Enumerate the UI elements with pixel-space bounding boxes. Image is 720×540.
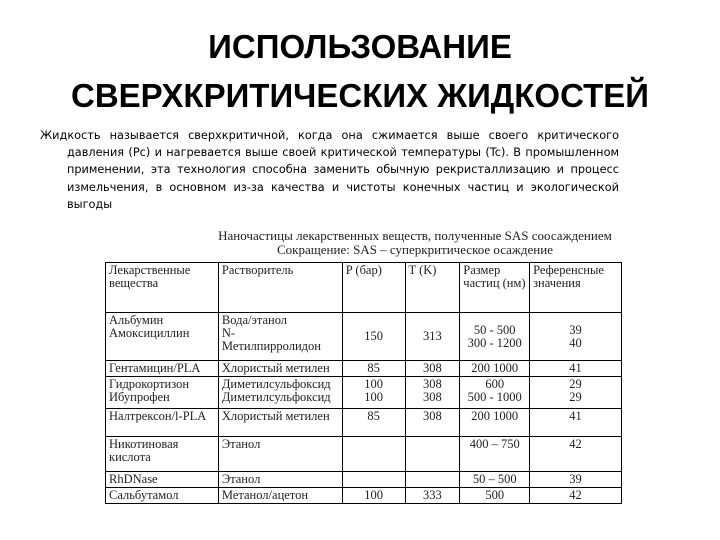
caption-line-2: Сокращение: SAS – суперкритическое осаждение bbox=[277, 242, 553, 257]
table-cell: 150 bbox=[342, 313, 405, 361]
intro-paragraph: Жидкость называется сверхкритичной, когда она сжимается выше своего критического давления (Pc) и нагревается выше своей критической температуры (Tc). В промышленном применении, эта технология способна заменить обычную рекристаллизацию и процесс измельчения, в основном из-за качества и чистоты конечных частиц и экологической выгоды bbox=[40, 129, 619, 211]
table-row bbox=[106, 313, 622, 361]
table-cell: 41 bbox=[530, 361, 622, 377]
table-cell: 85 bbox=[342, 409, 405, 437]
table-cell: RhDNase bbox=[106, 472, 219, 488]
table-cell: 200 1000 bbox=[460, 409, 530, 437]
table-cell: 308 bbox=[405, 361, 460, 377]
table-cell: Альбумин Амоксициллин bbox=[106, 313, 219, 361]
table-cell: 100 bbox=[342, 488, 405, 504]
table-cell: 39 40 bbox=[530, 313, 622, 361]
table-cell: 50 – 500 bbox=[460, 472, 530, 488]
table-cell: 500 bbox=[460, 488, 530, 504]
table-cell: 313 bbox=[405, 313, 460, 361]
table-cell: 333 bbox=[405, 488, 460, 504]
table-row bbox=[106, 409, 622, 437]
table-row bbox=[106, 361, 622, 377]
table-cell: 42 bbox=[530, 488, 622, 504]
table-cell: Лекарственные вещества bbox=[106, 263, 219, 313]
table-cell: Размер частиц (нм) bbox=[460, 263, 530, 313]
title-line-1: ИСПОЛЬЗОВАНИЕ bbox=[208, 28, 512, 65]
table-row bbox=[106, 377, 622, 409]
table-cell: Сальбутамол bbox=[106, 488, 219, 504]
table-cell bbox=[342, 437, 405, 472]
table-cell: Хлористый метилен bbox=[218, 361, 342, 377]
table-cell: 29 29 bbox=[530, 377, 622, 409]
table-cell: 400 – 750 bbox=[460, 437, 530, 472]
table-cell bbox=[342, 472, 405, 488]
table-cell: 39 bbox=[530, 472, 622, 488]
slide-title bbox=[0, 22, 720, 120]
table-caption bbox=[200, 229, 630, 257]
table-cell: T (K) bbox=[405, 263, 460, 313]
nanoparticles-table bbox=[105, 262, 622, 504]
table-cell: Хлористый метилен bbox=[218, 409, 342, 437]
table-cell: Метанол/ацетон bbox=[218, 488, 342, 504]
table-cell bbox=[405, 437, 460, 472]
table-cell: Никотиновая кислота bbox=[106, 437, 219, 472]
table-cell: 42 bbox=[530, 437, 622, 472]
table-cell bbox=[405, 472, 460, 488]
table-cell: Налтрексон/l-PLA bbox=[106, 409, 219, 437]
table-cell: 308 bbox=[405, 409, 460, 437]
table-cell: 200 1000 bbox=[460, 361, 530, 377]
table-cell: Вода/этанол N- Метилпирролидон bbox=[218, 313, 342, 361]
table-cell: 50 - 500 300 - 1200 bbox=[460, 313, 530, 361]
table-cell: P (бар) bbox=[342, 263, 405, 313]
table-cell: 100 100 bbox=[342, 377, 405, 409]
title-line-2: СВЕРХКРИТИЧЕСКИХ ЖИДКОСТЕЙ bbox=[70, 77, 649, 114]
table-cell: 41 bbox=[530, 409, 622, 437]
table-cell: Гентамицин/PLA bbox=[106, 361, 219, 377]
table-cell: Растворитель bbox=[218, 263, 342, 313]
table-row bbox=[106, 437, 622, 472]
caption-line-1: Наночастицы лекарственных веществ, полученные SAS соосаждением bbox=[218, 228, 612, 243]
table-cell: 308 308 bbox=[405, 377, 460, 409]
table-cell: 600 500 - 1000 bbox=[460, 377, 530, 409]
table-header-row bbox=[106, 263, 622, 313]
table-cell: Референсные значения bbox=[530, 263, 622, 313]
table-cell: 85 bbox=[342, 361, 405, 377]
table-row bbox=[106, 488, 622, 504]
table-row bbox=[106, 472, 622, 488]
table-cell: Гидрокортизон Ибупрофен bbox=[106, 377, 219, 409]
table-cell: Диметилсульфоксид Диметилсульфоксид bbox=[218, 377, 342, 409]
table-cell: Этанол bbox=[218, 437, 342, 472]
table-cell: Этанол bbox=[218, 472, 342, 488]
